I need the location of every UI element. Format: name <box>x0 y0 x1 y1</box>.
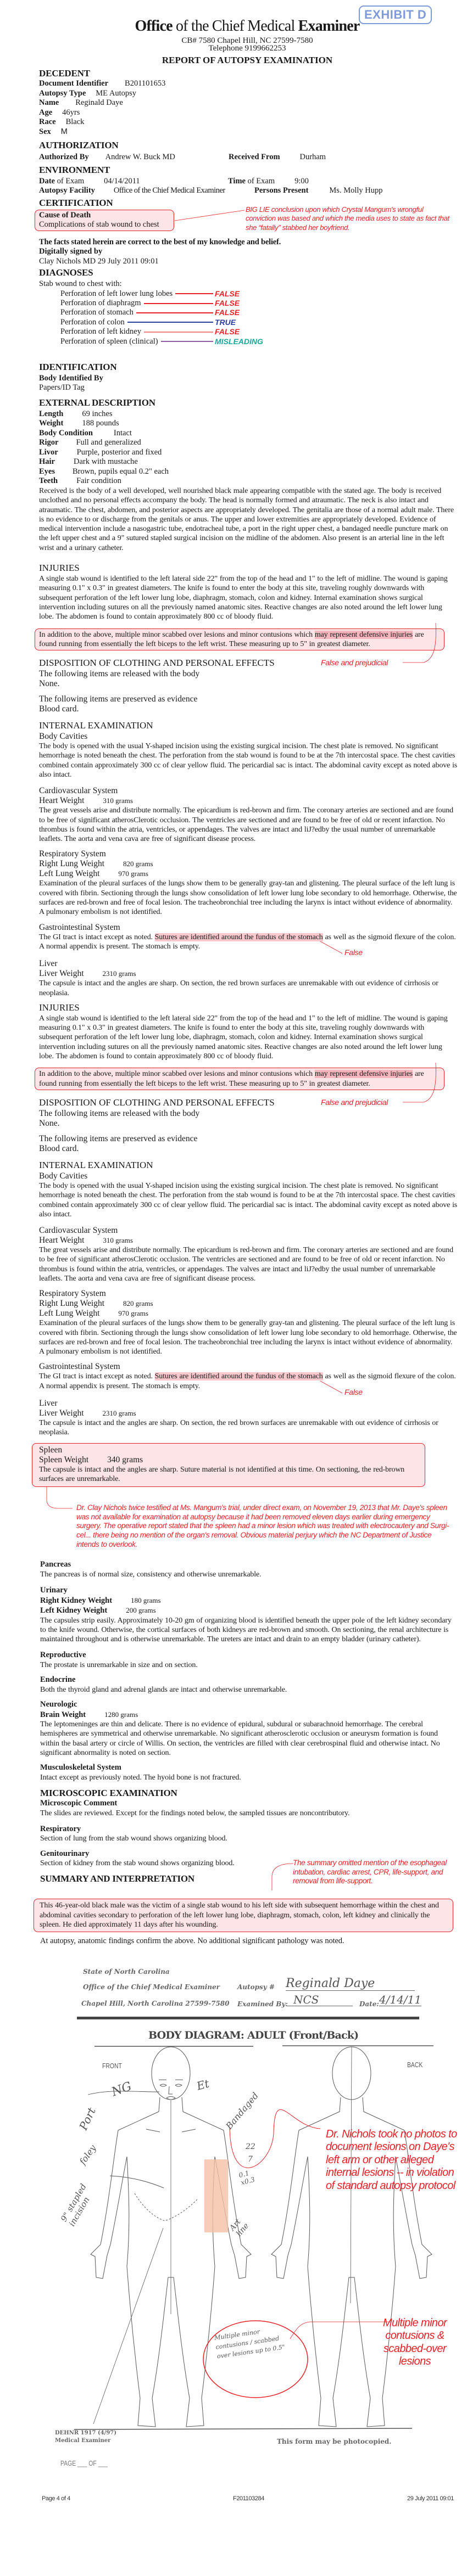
field-label: Livor <box>39 447 58 457</box>
dashed-line-mark <box>135 2193 198 2221</box>
title-middle: of the Chief Medical <box>175 18 295 35</box>
reproductive-text: The prostate is unremarkable in size and on section. <box>40 1660 198 1669</box>
cause-of-death-annotation: BIG LIE conclusion upon which Crystal Mangum's wrongful conviction was based and which the media uses to state as fact that she “fatally” stabbed her boyfriend. <box>246 205 449 232</box>
heart-weight-label: Heart Weight <box>39 796 85 806</box>
facility-row <box>39 186 458 196</box>
diagnosis-text: Perforation of spleen (clinical) <box>60 336 158 346</box>
authorization-heading: AUTHORIZATION <box>39 140 119 150</box>
external-description-heading: EXTERNAL DESCRIPTION <box>39 397 155 408</box>
clavicle-right <box>182 2129 196 2132</box>
handwritten-port: Port <box>76 2105 98 2132</box>
exam-date: 04/14/2011 <box>104 176 140 186</box>
right-lung-label: Right Lung Weight <box>39 859 105 869</box>
annotation-connector <box>175 293 213 294</box>
field-value: Black <box>65 117 85 126</box>
field-length <box>39 409 458 419</box>
field-value: Fair condition <box>76 476 121 486</box>
date-label: Date <box>39 176 55 186</box>
field-value: 69 inches <box>82 409 113 418</box>
persons-present-label: Persons Present <box>254 186 309 195</box>
verdict-label: FALSE <box>215 327 240 336</box>
eye-left <box>160 2084 166 2086</box>
cause-of-death-label: Cause of Death <box>39 210 91 220</box>
form-id: DEHNR 1917 (4/97) <box>55 2429 116 2436</box>
right-lung-value: 820 grams <box>123 860 153 868</box>
heart-weight-label: Heart Weight <box>39 1236 85 1245</box>
field-weight <box>39 419 458 429</box>
defensive-injuries-box <box>35 1068 444 1090</box>
diagnoses-heading: DIAGNOSES <box>39 267 93 278</box>
body-identified-label: Body Identified By <box>39 373 103 383</box>
form-autopsy-label: Autopsy # <box>237 1983 275 1991</box>
summary-heading: SUMMARY AND INTERPRETATION <box>40 1873 195 1884</box>
brain-weight-value: 1280 grams <box>104 1710 138 1719</box>
field-label: Eyes <box>39 467 55 476</box>
field-sex <box>39 127 458 137</box>
form-department: Medical Examiner <box>55 2437 111 2444</box>
field-label: Teeth <box>39 476 58 486</box>
field-value: Full and generalized <box>76 438 141 447</box>
handwritten-bandaged: Bandaged <box>224 2090 261 2131</box>
summary-closing: At autopsy, anatomic findings confirm the above. No additional significant pathology was noted. <box>40 1937 344 1946</box>
highlighted-phrase: Sutures are identified around the fundus of the stomach <box>154 1372 323 1381</box>
title-office: Office <box>135 18 173 35</box>
body-diagram-title: BODY DIAGRAM: ADULT (Front/Back) <box>148 2029 359 2041</box>
received-from-label: Received From <box>229 153 280 161</box>
cardiovascular-text: The great vessels arise and distribute normally. The epicardium is red-brown and firm. The coronary arteries are sectioned and are found to be free of significant atherosClerotic occlusion. The ventricles are sectioned and are found to be free of old or recent infarction. No thrombus is found within the atria, ventricles, or appendages. The valves are intact and liJ?edby the usual number of unremarkable leaflets. The aorta and vena cava are free of significant disease process. <box>39 1246 454 1283</box>
handwritten-incision: 9" stapled incision <box>58 2181 92 2228</box>
annotation-connector <box>136 312 213 313</box>
photo-annotation: Dr. Nichols took no photos to document lesions on Daye's left arm or other alleged internal lesions -- in violation of standard autopsy protocol <box>326 2128 457 2192</box>
spleen-annotation-connector <box>44 1486 82 1514</box>
diagnosis-item <box>60 308 240 317</box>
genitourinary-text: Section of kidney from the stab wound shows organizing blood. <box>40 1859 235 1868</box>
field-label: Name <box>39 98 59 107</box>
disposition-heading: DISPOSITION OF CLOTHING AND PERSONAL EFFECTS <box>39 658 275 669</box>
body-outline-right <box>171 2097 251 2427</box>
body-cavities-text: The body is opened with the usual Y-shaped incision using the existing surgical incision. The chest plate is removed. No significant hemorrhage is noted beneath the chest. The perforation from the stab wound is found to be at the 7th intercostal space. The chest cavities combined contain approximately 300 cc of clear yellow fluid. The pericardial sac is intact. The abdominal cavity except as noted above is also intact. <box>39 742 458 779</box>
neurologic-heading: Neurologic <box>40 1700 77 1709</box>
field-value: Intact <box>113 428 132 437</box>
pancreas-text: The pancreas is of normal size, consistency and otherwise unremarkable. <box>40 1570 262 1579</box>
summary-box: This 46-year-old black male was the victim of a single stab wound to his left side with subsequent hemorrhage within the chest and abdominal cavities secondary to perforation of the left lower lung lobe, diaphragm, stomach, colon, left kidney and clinically the spleen. He died approximately 11 days after his wounding. <box>34 1899 453 1932</box>
diagnosis-item <box>60 327 240 336</box>
annotation-connector <box>144 332 213 333</box>
field-label: Age <box>39 108 53 117</box>
liver-text: The capsule is intact and the angles are sharp. On section, the red brown surfaces are unremakable with out evidence of cirrhosis or neoplasia. <box>39 1419 438 1437</box>
body-cavities-heading: Body Cavities <box>39 1171 88 1181</box>
form-city: Chapel Hill, North Carolina 27599-7580 <box>81 1999 230 2007</box>
gi-text: The GI tract is intact except as noted. <box>39 1372 155 1381</box>
liver-weight-label: Liver Weight <box>39 1408 84 1418</box>
time-label: Time <box>228 176 246 186</box>
diagnosis-item <box>60 317 236 327</box>
back-body-figure <box>271 2047 432 2427</box>
diagnosis-text: Perforation of left kidney <box>60 327 141 336</box>
decedent-heading: DECEDENT <box>39 68 90 78</box>
field-value: Purple, posterior and fixed <box>76 447 162 457</box>
field-value: Brown, pupils equal 0.2" each <box>73 467 169 476</box>
preserved-label: The following items are preserved as evidence <box>39 694 198 704</box>
field-label: Sex <box>39 127 51 136</box>
field-value: B201101653 <box>125 79 166 88</box>
microscopic-comment-heading: Microscopic Comment <box>40 1799 118 1808</box>
false-annotation: False <box>344 1388 363 1397</box>
handwritten-art-line: Art line <box>227 2217 251 2238</box>
field-value: ME Autopsy <box>96 88 136 98</box>
field-teeth <box>39 476 458 486</box>
liver-heading: Liver <box>39 1399 58 1408</box>
cardiovascular-heading: Cardiovascular System <box>39 1226 118 1236</box>
respiratory-text: Examination of the pleural surfaces of the lungs show them to be generally gray-tan and glistening. The pleural surface of the left lung is covered with fibrin. Sectioning through the lungs show consolidation of left lower lung lobe secondary to old hemorrhage. Otherwise, the surfaces are red-brown and free of focal lesion. The tracheobronchial tree including the larynx is intact without evidence of abnormality. A pulmonary embolism is not identified. <box>39 879 457 917</box>
left-arm-lesion-highlight <box>204 2159 228 2232</box>
body-cavities-text: The body is opened with the usual Y-shaped incision using the existing surgical incision. The chest plate is removed. No significant hemorrhage is noted beneath the chest. The perforation from the stab wound is found to be at the 7th intercostal space. The chest cavities combined contain approximately 300 cc of clear yellow fluid. The pericardial sac is intact. The abdominal cavity except as noted above is also intact. <box>39 1181 458 1219</box>
microscopic-heading: MICROSCOPIC EXAMINATION <box>40 1788 177 1798</box>
body-diagram <box>0 2040 467 2440</box>
report-body <box>39 68 458 2513</box>
authorization-row <box>39 153 458 162</box>
musculoskeletal-heading: Musculoskeletal System <box>40 1763 121 1772</box>
gi-text-end: as well as the sigmoid flexure of the colon. A normal appendix is present. The stomach is empty. <box>39 933 456 951</box>
signed-label: Digitally signed by <box>39 247 103 256</box>
prejudicial-connector <box>402 623 451 667</box>
diagnosis-text: Perforation of colon <box>60 317 125 327</box>
field-value: M <box>60 127 68 136</box>
diagnosis-text: Perforation of left lower lung lobes <box>60 289 173 298</box>
urinary-heading: Urinary <box>40 1586 68 1595</box>
field-eyes <box>39 467 458 477</box>
handwritten-7: 7 <box>248 2154 253 2164</box>
form-photocopy-note: This form may be photocopied. <box>277 2437 392 2445</box>
field-body-condition <box>39 429 458 439</box>
field-race <box>39 117 458 127</box>
urinary-text: The capsules strip easily. Approximately 10-20 gm of organizing blood is identified beneath the upper pole of the left kidney secondary to the knife wound. Otherwise, the cortical surfaces of both kidneys are red-brown and smooth. On sectioning, the renal architecture is maintained throughout and is otherwise unremarkable. The ureters are intact and drain to an empty bladder (urinary catheter). <box>40 1616 452 1644</box>
clavicle-left <box>146 2129 160 2132</box>
diagnosis-text: Perforation of diaphragm <box>60 298 141 307</box>
footer-page-number: Page 4 of 4 <box>42 2495 70 2502</box>
exam-date-row <box>39 177 458 187</box>
field-label: Autopsy Type <box>39 88 86 98</box>
date-label-suffix: of Exam <box>57 176 85 186</box>
endocrine-heading: Endocrine <box>40 1675 76 1685</box>
handwritten-dimensions: 0.1 x0.3 <box>238 2169 256 2187</box>
page-title <box>0 18 467 35</box>
report-top-section <box>39 68 458 553</box>
cause-of-death-area <box>39 205 458 232</box>
internal-examination-heading: INTERNAL EXAMINATION <box>39 1159 153 1170</box>
released-value: None. <box>39 1118 60 1128</box>
telephone: Telephone 9199662253 <box>208 44 286 53</box>
body-diagram-form <box>0 1963 467 2513</box>
released-value: None. <box>39 679 60 689</box>
musculoskeletal-text: Intact except as previously noted. The hyoid bone is not fractured. <box>40 1773 241 1782</box>
right-lung-label: Right Lung Weight <box>39 1299 105 1309</box>
form-date-value: 4/14/11 <box>379 1993 422 2006</box>
injuries-heading: INJURIES <box>39 1002 80 1013</box>
diagnosis-item <box>60 298 240 308</box>
summary-annotation: The summary omitted mention of the esophageal intubation, cardiac arrest, CPR, life-support, and removal from life-support. <box>293 1859 447 1885</box>
injuries-section-repeat <box>39 1002 458 1438</box>
microscopic-respiratory-heading: Respiratory <box>40 1824 81 1833</box>
false-annotation: False <box>344 948 363 957</box>
field-label: Body Condition <box>39 428 93 437</box>
exam-time: 9:00 <box>294 176 309 186</box>
spleen-box <box>32 1443 425 1488</box>
front-label: FRONT <box>102 2061 122 2070</box>
injuries-heading: INJURIES <box>39 563 80 574</box>
liver-weight-value: 2310 grams <box>102 1409 136 1418</box>
field-hair <box>39 457 458 467</box>
gastrointestinal-heading: Gastrointestinal System <box>39 1362 120 1372</box>
cardiovascular-text: The great vessels arise and distribute normally. The epicardium is red-brown and firm. The coronary arteries are sectioned and are found to be free of significant atherosClerotic occlusion. The ventricles are sectioned and are found to be free of old or recent infarction. No thrombus is found within the atria, ventricles, or appendages. The valves are intact and liJ?edby the usual number of unremarkable leaflets. The aorta and vena cava are free of significant disease process. <box>39 806 454 844</box>
left-lung-label: Left Lung Weight <box>39 869 100 879</box>
field-autopsy-type <box>39 89 458 99</box>
released-label: The following items are released with the body <box>39 1108 200 1118</box>
left-lung-value: 970 grams <box>118 869 148 878</box>
injuries-section <box>39 562 458 998</box>
incision-pointer <box>110 2176 164 2188</box>
organs-section <box>40 1560 458 1946</box>
form-examined-label: Examined By: <box>237 2000 288 2008</box>
field-value: 188 pounds <box>82 419 119 428</box>
verdict-label: FALSE <box>215 308 240 317</box>
cardiovascular-heading: Cardiovascular System <box>39 786 118 796</box>
diagnoses-intro: Stab wound to chest with: <box>39 279 122 288</box>
gastrointestinal-heading: Gastrointestinal System <box>39 922 120 932</box>
defensive-text-end: are found running from essentially the left biceps to the left wrist. These measuring up to 5" in greatest diameter. <box>39 630 424 648</box>
highlighted-phrase: may represent defensive injuries <box>314 630 413 639</box>
field-age <box>39 108 458 118</box>
spleen-weight-label: Spleen Weight <box>39 1455 89 1464</box>
respiratory-heading: Respiratory System <box>39 1289 106 1299</box>
field-rigor <box>39 438 458 448</box>
handwritten-et: Et <box>195 2076 211 2093</box>
prejudicial-annotation: False and prejudicial <box>321 658 388 667</box>
photo-annotation-connector <box>230 2109 320 2168</box>
spleen-annotation-area <box>76 1503 455 1549</box>
signature-line: Clay Nichols MD 29 July 2011 09:01 <box>39 256 159 266</box>
internal-examination-heading: INTERNAL EXAMINATION <box>39 720 153 731</box>
field-label: Weight <box>39 419 64 428</box>
released-label: The following items are released with the body <box>39 669 200 679</box>
highlighted-phrase: may represent defensive injuries <box>314 1070 413 1079</box>
microscopic-respiratory-text: Section of lung from the stab wound shows organizing blood. <box>40 1834 227 1843</box>
annotation-connector <box>144 303 213 304</box>
handwritten-foley: foley <box>77 2142 98 2167</box>
address: CB# 7580 Chapel Hill, NC 27599-7580 <box>181 36 313 45</box>
preserved-value: Blood card. <box>39 704 79 714</box>
handwritten-ng: NG <box>109 2079 134 2100</box>
gi-text: The GI tract is intact except as noted. <box>39 933 155 941</box>
reproductive-heading: Reproductive <box>40 1651 86 1660</box>
exhibit-stamp: EXHIBIT D <box>359 5 432 24</box>
preserved-label: The following items are preserved as evidence <box>39 1133 198 1143</box>
form-page-label: PAGE ___ OF ___ <box>60 2459 108 2467</box>
respiratory-text: Examination of the pleural surfaces of the lungs show them to be generally gray-tan and glistening. The pleural surface of the left lung is covered with fibrin. Sectioning through the lungs show consolidation of left lower lung lobe secondary to old hemorrhage. Otherwise, the surfaces are red-brown and free of focal lesion. The tracheobronchial tree including the larynx is intact without evidence of abnormality. A pulmonary embolism is not identified. <box>39 1319 457 1356</box>
field-label: Document Identifier <box>39 79 109 88</box>
field-value: 46yrs <box>62 108 80 117</box>
lesions-annotation: Multiple minor contusions & scabbed-over lesions <box>382 2316 447 2368</box>
heart-weight-value: 310 grams <box>103 1236 133 1245</box>
spleen-weight-value: 340 grams <box>107 1455 143 1464</box>
left-kidney-label: Left Kidney Weight <box>40 1606 108 1615</box>
environment-heading: ENVIRONMENT <box>39 164 110 175</box>
time-label-suffix: of Exam <box>247 176 275 186</box>
brain-weight-label: Brain Weight <box>40 1710 86 1719</box>
footer-date: 29 July 2011 09:01 <box>407 2495 454 2502</box>
field-label: Length <box>39 409 64 418</box>
external-description-text: Received is the body of a well developed, well nourished black male appearing compatible with the stated age. The body is received unclothed and no personal effects accompany the body. The head is normally formed and atraumatic. The neck is also intact and atraumatic. The chest, abdomen, and posterior aspects are appropriately developed. The genitalia are those of a normal adult male. There is no evidence to or discharge from the genitals or anus. The upper and lower extremities are appropriately developed. Evidence of medical intervention include a nasogastric tube, endotracheal tube, a port in the right upper chest, a bandaged needle puncture mark on the left upper chest and a 9" sutured stapled surgical incision on the midline of the abdomen. Also present is an arterial line in the left wrist and a urinary catheter. <box>39 486 454 552</box>
footer-document-id: F201103284 <box>233 2495 264 2502</box>
field-livor <box>39 448 458 458</box>
gi-text-end: as well as the sigmoid flexure of the colon. A normal appendix is present. The stomach is empty. <box>39 1372 456 1390</box>
spleen-annotation: Dr. Clay Nichols twice testified at Ms. Mangum's trial, under direct exam, on November 19, 2013 that Mr. Daye's spleen was not available for examination at autopsy because it had been removed eleven days earlier during emergency surgery. The operative report stated that the spleen had a minor lesion which was treated with electrocautery and Surgi-cel... there being no mention of the organ's removal. Obvious material perjury which the NC Department of Justice intends to overlook. <box>76 1503 449 1548</box>
gastrointestinal-text <box>39 1372 458 1391</box>
neurologic-text: The leptomeninges are thin and delicate. There is no evidence of epidural, subdural or subarachnoid hemorrhage. The cerebral hemispheres are symmetrical and otherwise unremarkable. No significant atherosclerotic occlusion or aneurysm formation is found within the basal artery or circle of Willis. On section, the ventricles are filled with clear cerebrospinal fluid and otherwise intact. No significant abnormality is noted on section. <box>40 1720 440 1757</box>
heart-weight-value: 310 grams <box>103 796 133 805</box>
handwritten-lesions-note: Multiple minor contusions / scabbed over lesions up to 0.5" <box>214 2327 286 2360</box>
field-label: Rigor <box>39 438 59 447</box>
diagnosis-item <box>60 289 240 299</box>
left-kidney-value: 200 grams <box>126 1606 156 1615</box>
body-cavities-heading: Body Cavities <box>39 732 88 742</box>
certification-statement: The facts stated herein are correct to the best of my knowledge and belief. <box>39 237 281 246</box>
identification-heading: IDENTIFICATION <box>39 361 117 372</box>
body-outline-left <box>91 2097 171 2427</box>
form-autopsy-value: Reginald Daye <box>286 1977 415 1991</box>
liver-weight-value: 2310 grams <box>102 969 136 978</box>
authorized-by-value: Andrew W. Buck MD <box>105 153 175 161</box>
liver-weight-label: Liver Weight <box>39 969 84 979</box>
diagram-baseline <box>74 2428 412 2429</box>
authorized-by-label: Authorized By <box>39 153 89 161</box>
defensive-text-end: are found running from essentially the left biceps to the left wrist. These measuring up to 5" in greatest diameter. <box>39 1070 424 1088</box>
left-lung-label: Left Lung Weight <box>39 1309 100 1318</box>
right-kidney-label: Right Kidney Weight <box>40 1596 113 1605</box>
diagnosis-item <box>60 336 263 346</box>
field-document-identifier <box>39 79 458 89</box>
diagnosis-text: Perforation of stomach <box>60 308 134 317</box>
verdict-label: MISLEADING <box>215 336 263 346</box>
field-value: Dark with mustache <box>74 457 138 467</box>
annotation-connector <box>127 322 213 323</box>
preserved-value: Blood card. <box>39 1143 79 1153</box>
left-lung-value: 970 grams <box>118 1309 148 1318</box>
verdict-label: TRUE <box>215 317 236 327</box>
genitourinary-heading: Genitourinary <box>40 1849 90 1858</box>
right-kidney-value: 180 grams <box>131 1596 161 1604</box>
highlighted-phrase: Sutures are identified around the fundus of the stomach <box>154 933 323 941</box>
body-identified-value: Papers/ID Tag <box>39 383 85 392</box>
eye-right <box>175 2084 182 2086</box>
defensive-text: In addition to the above, multiple minor scabbed over lesions and minor contusions which <box>39 630 315 639</box>
facility-label: Autopsy Facility <box>39 186 95 195</box>
defensive-text: In addition to the above, multiple minor scabbed over lesions and minor contusions which <box>39 1070 315 1079</box>
right-lung-value: 820 grams <box>123 1299 153 1308</box>
form-examiner-signature: NCS <box>287 1994 353 2006</box>
title-examiner: Examiner <box>298 18 360 35</box>
form-date-label: Date: <box>359 2000 379 2008</box>
field-label: Hair <box>39 457 55 467</box>
pancreas-heading: Pancreas <box>40 1560 71 1569</box>
cause-of-death-value: Complications of stab wound to chest <box>39 220 159 229</box>
received-from-value: Durham <box>299 153 326 161</box>
defensive-injuries-box <box>35 628 444 651</box>
verdict-label: FALSE <box>215 298 240 307</box>
persons-present-value: Ms. Molly Hupp <box>329 186 383 195</box>
disposition-heading: DISPOSITION OF CLOTHING AND PERSONAL EFFECTS <box>39 1097 275 1108</box>
form-office: Office of the Chief Medical Examiner <box>83 1983 220 1991</box>
liver-heading: Liver <box>39 959 58 969</box>
injuries-text: A single stab wound is identified to the left lateral side 22" from the top of the head and 1" to the left of midline. The wound is gaping measuring 0.1" x 0.3" in greatest diameters. The knife is found to enter the body at this site, traveling roughly downwards with subsequent perforation of the left lower lung lobe, diaphragm, stomach, colon and kidney. Internal examination shows surgical intervention including sutures on all the previously named anatomic sites. Reactive changes are also noted around the left lower lung lobe. The abdomen is found to contain approximately 800 cc of bloody fluid. <box>39 575 448 621</box>
field-label: Race <box>39 117 56 126</box>
prejudicial-connector <box>402 1063 451 1107</box>
back-label: BACK <box>407 2060 423 2069</box>
report-title: REPORT OF AUTOPSY EXAMINATION <box>162 55 333 65</box>
verdict-label: FALSE <box>215 289 240 298</box>
liver-text: The capsule is intact and the angles are sharp. On section, the red brown surfaces are unremakable with out evidence of cirrhosis or neoplasia. <box>39 979 438 997</box>
handwritten-22: 22 <box>246 2142 255 2151</box>
form-state: State of North Carolina <box>83 1967 170 1976</box>
respiratory-heading: Respiratory System <box>39 849 106 859</box>
annotation-connector <box>161 341 213 342</box>
spleen-text: The capsule is intact and the angles are sharp. Suture material is not identified at this time. On sectioning, the red-brown surfaces are unremarkable. <box>39 1465 405 1483</box>
microscopic-comment-text: The slides are reviewed. Except for the findings noted below, the sampled tissues are noncontributory. <box>40 1809 350 1817</box>
facility-value: Office of the Chief Medical Examiner <box>113 186 225 195</box>
form-divider <box>77 2017 419 2019</box>
diagnoses-list <box>39 289 458 346</box>
injuries-text: A single stab wound is identified to the left lateral side 22" from the top of the head and 1" to the left of midline. The wound is gaping measuring 0.1" x 0.3" in greatest diameters. The knife is found to enter the body at this site, traveling roughly downwards with subsequent perforation of the left lower lung lobe, diaphragm, stomach, colon and kidney. Internal examination shows surgical intervention including sutures on all the previously named anatomic sites. Reactive changes are also noted around the left lower lung lobe. The abdomen is found to contain approximately 800 cc of bloody fluid. <box>39 1014 448 1061</box>
field-name <box>39 98 458 108</box>
certification-heading: CERTIFICATION <box>39 197 113 208</box>
gastrointestinal-text <box>39 933 458 952</box>
prejudicial-annotation: False and prejudicial <box>321 1097 388 1107</box>
spleen-heading: Spleen <box>39 1445 63 1455</box>
nose <box>169 2086 173 2094</box>
field-value: Reginald Daye <box>75 98 123 107</box>
endocrine-text: Both the thyroid gland and adrenal glands are intact and otherwise unremarkable. <box>40 1685 287 1694</box>
